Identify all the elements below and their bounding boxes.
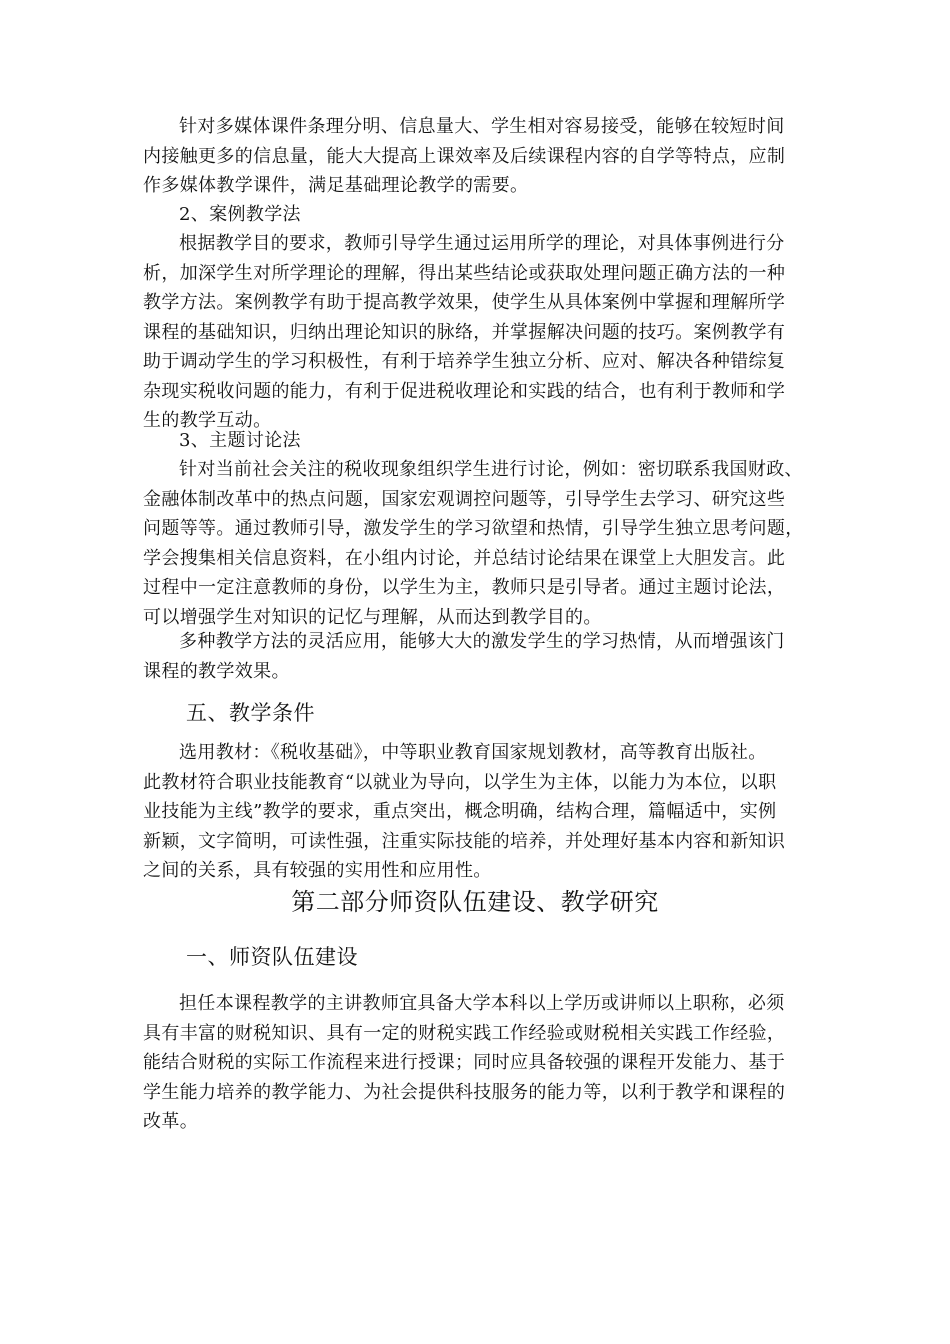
paragraph-line: 作多媒体教学课件，满足基础理论教学的需要。 [143,175,529,196]
paragraph-line: 教学方法。案例教学有助于提高教学效果，使学生从具体案例中掌握和理解所学 [143,292,786,313]
paragraph-line: 助于调动学生的学习积极性，有利于培养学生独立分析、应对、解决各种错综复 [143,351,786,372]
paragraph-teaching-conditions [143,738,833,886]
paragraph-faculty [143,989,833,1137]
paragraph-line: 针对多媒体课件条理分明、信息量大、学生相对容易接受，能够在较短时间 [179,116,785,137]
paragraph-case-method [143,229,833,436]
paragraph-line: 之间的关系，具有较强的实用性和应用性。 [143,860,492,881]
paragraph-summary [143,627,833,686]
paragraph-line: 多种教学方法的灵活应用，能够大大的激发学生的学习热情，从而增强该门 [179,631,785,652]
paragraph-line: 学生能力培养的教学能力、为社会提供科技服务的能力等，以利于教学和课程的 [143,1081,786,1103]
paragraph-line: 具有丰富的财税知识、具有一定的财税实践工作经验或财税相关实践工作经验， [143,1022,786,1044]
paragraph-line: 问题等等。通过教师引导，激发学生的学习欲望和热情，引导学生独立思考问题， [143,518,804,539]
paragraph-line: 改革。 [143,1111,199,1132]
section-heading-faculty: 一、师资队伍建设 [186,945,358,969]
paragraph-line: 此教材符合职业技能教育“以就业为导向，以学生为主体，以能力为本位，以职 [143,771,777,793]
paragraph-multimedia [143,112,833,201]
paragraph-line: 课程的教学效果。 [143,660,290,682]
section-heading-teaching-conditions: 五、教学条件 [186,701,315,725]
paragraph-topic-discussion [143,455,833,632]
paragraph-line: 业技能为主线”教学的要求，重点突出，概念明确，结构合理，篇幅适中，实例 [143,801,777,822]
paragraph-line: 学会搜集相关信息资料，在小组内讨论，并总结讨论结果在课堂上大胆发言。此 [143,547,786,569]
paragraph-line: 过程中一定注意教师的身份，以学生为主，教师只是引导者。通过主题讨论法， [143,577,786,598]
paragraph-line: 课程的基础知识，归纳出理论知识的脉络，并掌握解决问题的技巧。案例教学有 [143,321,786,343]
paragraph-line: 生的教学互动。 [143,410,272,431]
paragraph-line: 新颖，文字简明，可读性强，注重实际技能的培养，并处理好基本内容和新知识 [143,830,786,852]
paragraph-line: 金融体制改革中的热点问题，国家宏观调控问题等，引导学生去学习、研究这些 [143,488,786,510]
paragraph-line: 杂现实税收问题的能力，有利于促进税收理论和实践的结合，也有利于教师和学 [143,380,786,402]
subheading-topic-discussion: 3、主题讨论法 [179,430,301,451]
subheading-case-method: 2、案例教学法 [179,204,301,225]
paragraph-line: 可以增强学生对知识的记忆与理解，从而达到教学目的。 [143,606,602,628]
paragraph-line: 内接触更多的信息量，能大大提高上课效率及后续课程内容的自学等特点，应制 [143,145,786,167]
paragraph-line: 析，加深学生对所学理论的理解，得出某些结论或获取处理问题正确方法的一种 [143,262,786,284]
paragraph-line: 根据教学目的要求，教师引导学生通过运用所学的理论，对具体事例进行分 [179,233,785,254]
paragraph-line: 能结合财税的实际工作流程来进行授课；同时应具备较强的课程开发能力、基于 [143,1052,786,1073]
paragraph-line: 选用教材：《税收基础》，中等职业教育国家规划教材，高等教育出版社。 [179,742,767,763]
part-two-title: 第二部分师资队伍建设、教学研究 [291,888,659,916]
paragraph-line: 担任本课程教学的主讲教师宜具备大学本科以上学历或讲师以上职称，必须 [179,993,785,1014]
paragraph-line: 针对当前社会关注的税收现象组织学生进行讨论，例如：密切联系我国财政、 [179,459,803,480]
